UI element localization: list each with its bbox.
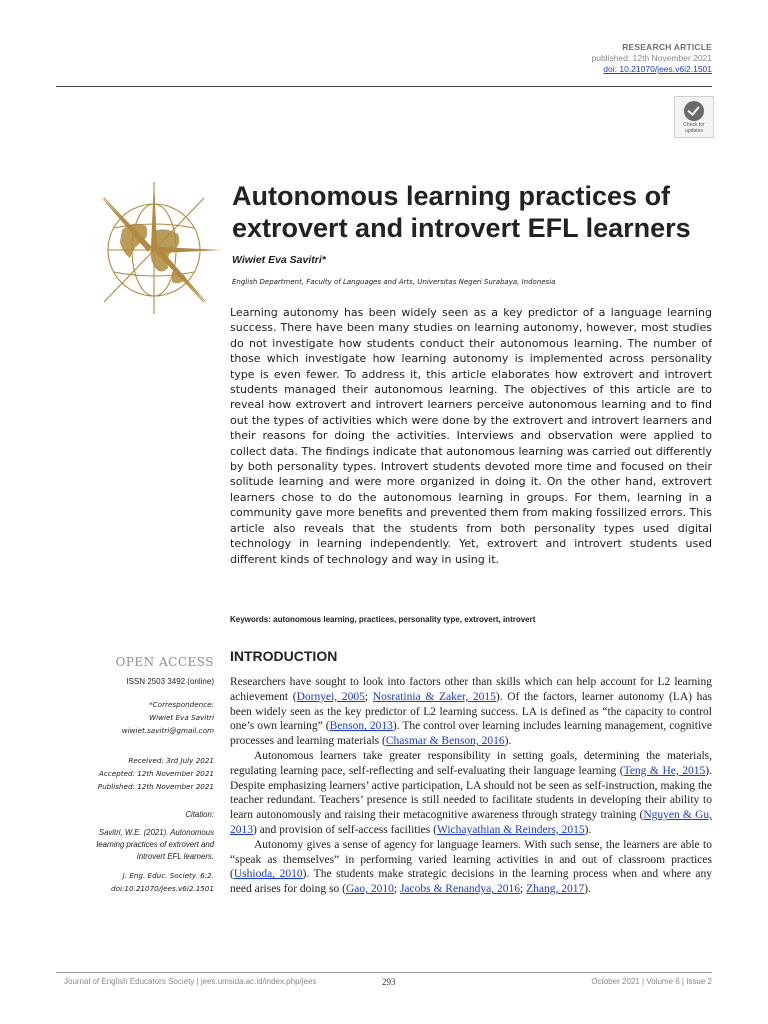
citation-link[interactable]: Ushioda, 2010 [233, 868, 303, 881]
article-header [592, 42, 713, 75]
paragraph-text: ). [584, 823, 592, 836]
author-name: Wiwiet Eva Savitri* [232, 254, 326, 266]
paragraph-text: ). The students make strategic decisions in the learning process when and where any need arises for doing so ( [230, 868, 712, 896]
paragraph-text: ; [393, 883, 400, 896]
article-type: RESEARCH ARTICLE [622, 42, 712, 52]
correspondence-block [56, 698, 214, 737]
open-access-label: OPEN ACCESS [115, 655, 214, 669]
paragraph-text: ; [520, 883, 527, 896]
title-line-1: Autonomous learning practices of [232, 181, 671, 211]
author-affiliation: English Department, Faculty of Languages and Arts, Universitas Negeri Surabaya, Indonesia [232, 278, 556, 286]
citation-label: Citation: [185, 810, 214, 819]
badge-text-1: Check for [683, 122, 705, 128]
paragraph-text: ). Of the factors, learner autonomy (LA) has been widely seen as the key predictor of L2 learning success. LA is defined as “the capacity to control one’s own learning” ( [230, 690, 712, 733]
received-date: Received: 3rd July 2021 [128, 756, 214, 765]
check-for-updates-badge[interactable] [674, 96, 714, 138]
citation-link[interactable]: Nguyen & Gu, 2013 [230, 809, 712, 836]
paragraph-3 [230, 838, 712, 897]
section-heading: INTRODUCTION [230, 648, 338, 664]
dates-block [56, 754, 214, 793]
paragraph-text: Researchers have sought to look into factors other than skills which can help account for L2 learning achievement ( [230, 676, 712, 703]
footer-journal: Journal of English Educators Society | jees.umsida.ac.id/index.php/jees [64, 977, 317, 986]
paragraph-text: ). [584, 883, 591, 896]
citation-link[interactable]: Dornyei, 2005 [296, 690, 365, 703]
doi-link[interactable]: doi: 10.21070/jees.v6i2.1501 [603, 64, 712, 74]
issn: ISSN 2503 3492 (online) [126, 677, 214, 686]
correspondence-name: Wiwiet Eva Savitri [149, 713, 214, 722]
paragraph-text: ; [364, 690, 373, 703]
citation-link[interactable]: Jacobs & Renandya, 2016 [399, 883, 521, 896]
citation-link[interactable]: Teng & He, 2015 [623, 764, 706, 777]
paragraph-1 [230, 675, 712, 749]
body-text [230, 675, 712, 897]
check-for-updates-icon [684, 101, 704, 121]
accepted-date: Accepted: 12th November 2021 [98, 769, 214, 778]
citation-link[interactable]: Zhang, 2017 [526, 883, 585, 896]
citation-link[interactable]: Gao, 2010 [345, 883, 394, 896]
badge-text-2: updates [685, 127, 703, 134]
citation-doi: doi:10.21070/jees.v6i2.1501 [111, 884, 214, 893]
citation-line-3: introvert EFL learners. [137, 852, 214, 861]
citation-link[interactable]: Benson, 2013 [329, 720, 393, 733]
citation-link[interactable]: Wichayathian & Reinders, 2015 [436, 823, 585, 836]
globe-logo-icon [86, 180, 222, 316]
citation-line-1: Savitri, W.E. (2021). Autonomous [98, 828, 214, 837]
paragraph-text: ) and provision of self-access facilities ( [253, 823, 437, 836]
title-line-2: extrovert and introvert EFL learners [232, 213, 691, 243]
citation-block [56, 809, 214, 895]
abstract: Learning autonomy has been widely seen as a key predictor of a language learning success. There have been many studies on learning autonomy, however, most studies do not investigate how students conduct their autonomous learning. The number of those which investigate how learning autonomy is implemented across personality type is even fewer. To address it, this article elaborates how extrovert and introvert students managed their autonomous learning. The objectives of this article are to reveal how extrovert and introvert learners perceive autonomous learning and to find out the types of activities which were done by the extrovert and introvert learners and their reasons for doing the activities. Interviews and observation were applied to collect data. The findings indicate that autonomous learning was carried out differently by both personality types. Introvert students devoted more time and focused on their solitude learning and were more organized in doing it. On the other hand, extrovert learners chose to do the autonomous learning in groups. For them, learning in a community gave more benefits and prevented them from making fossilized errors. This article also reveals that the students from both personality types used digital technology in learning independently. Yet, extrovert and introvert students used different kinds of technology and way in using it. [230, 306, 712, 566]
keywords: Keywords: autonomous learning, practices, personality type, extrovert, introvert [230, 615, 536, 624]
citation-journal: J. Eng. Educ. Society. 6:2. [122, 871, 214, 880]
paragraph-text: ). Despite emphasizing learners’ active participation, LA should not be seen as self-instruction, making the teacher redundant. Teachers’ presence is still needed to facilitate students in developing their ability to learn autonomously and raising their metacognitive awareness through strategy training ( [230, 764, 712, 822]
citation-link[interactable]: Nosratinia & Zaker, 2015 [372, 690, 496, 703]
paragraph-text: ). [504, 735, 512, 748]
paragraph-text: ). The control over learning includes learning management, cognitive processes and learning materials ( [230, 720, 712, 748]
paragraph-2 [230, 749, 712, 838]
paragraph-text: Autonomy gives a sense of agency for language learners. With such sense, the learners are able to “speak as themselves” in performing varied learning activities in and out of classroom practices ( [230, 838, 712, 881]
header-rule [56, 86, 712, 87]
citation-line-2: learning practices of extrovert and [96, 840, 214, 849]
citation-link[interactable]: Chasmar & Benson, 2016 [385, 735, 505, 748]
page-number: 293 [382, 977, 396, 987]
page-footer [56, 972, 712, 987]
published-date: published: 12th November 2021 [591, 53, 712, 63]
paragraph-text: Autonomous learners take greater responsibility in setting goals, determining the materials, regulating learning pace, self-reflecting and self-evaluating their language learning ( [230, 749, 712, 777]
footer-issue: October 2021 | Volume 6 | Issue 2 [591, 977, 712, 986]
published-date-side: Published: 12th November 2021 [97, 782, 214, 791]
correspondence-label: *Correspondence: [149, 700, 214, 709]
correspondence-email[interactable]: wiwiet.savitri@gmail.com [121, 726, 214, 735]
article-title [232, 180, 712, 244]
